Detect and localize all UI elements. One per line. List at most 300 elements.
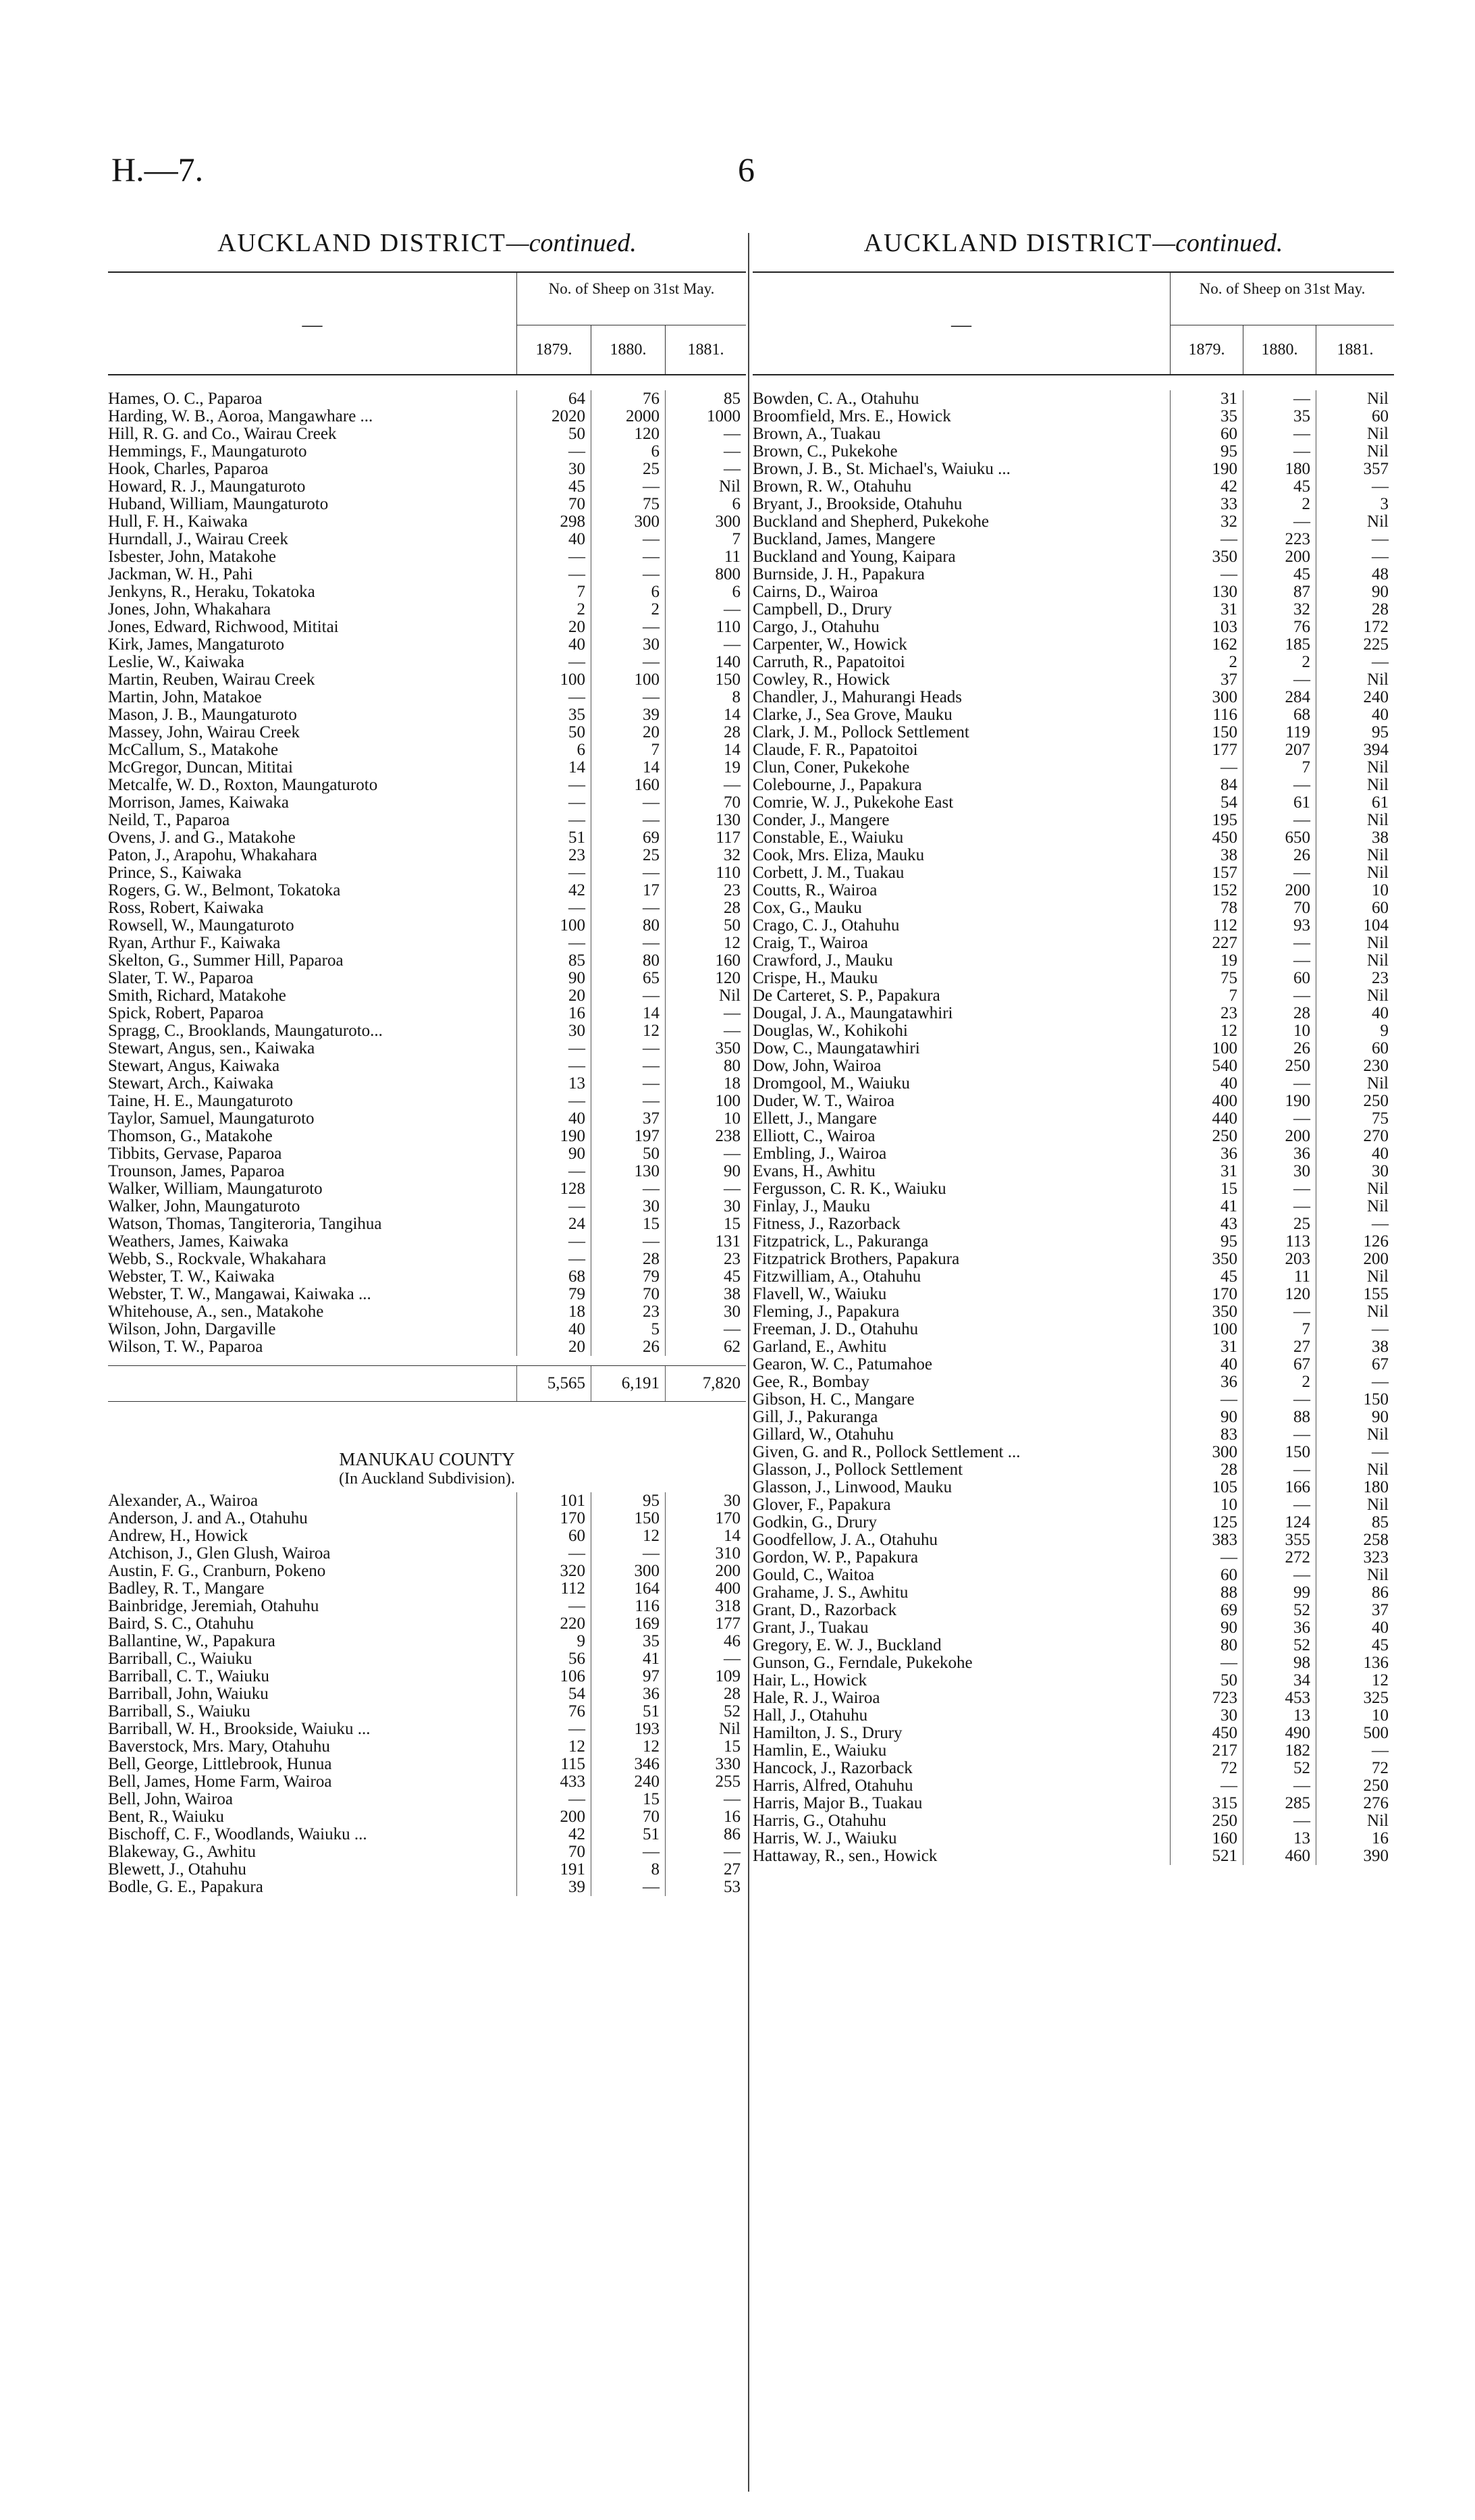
- right-cell-name: Goodfellow, J. A., Otahuhu: [753, 1531, 938, 1549]
- right-cell-1879: —: [1170, 1391, 1243, 1409]
- manukau-cell-1879: 200: [516, 1808, 591, 1826]
- left-cell-1879: 18: [516, 1303, 591, 1321]
- manukau-row: [108, 1843, 746, 1861]
- right-cell-1880: —: [1243, 390, 1316, 408]
- right-cell-1879: 41: [1170, 1198, 1243, 1215]
- manukau-cell-name: Austin, F. G., Cranburn, Pokeno: [108, 1563, 326, 1580]
- right-row: [753, 1830, 1394, 1847]
- right-cell-1879: 54: [1170, 794, 1243, 812]
- left-cell-1881: 14: [665, 741, 746, 759]
- left-cell-1879: 100: [516, 671, 591, 689]
- right-cell-1881: 136: [1316, 1654, 1394, 1672]
- left-cell-1881: 110: [665, 619, 746, 636]
- right-row: [753, 1057, 1394, 1075]
- left-row: [108, 1075, 746, 1093]
- manukau-cell-1881: 255: [665, 1773, 746, 1791]
- right-cell-name: Fergusson, C. R. K., Waiuku: [753, 1180, 946, 1198]
- right-row: [753, 864, 1394, 882]
- left-cell-1880: —: [591, 1180, 665, 1198]
- manukau-row: [108, 1492, 746, 1510]
- manukau-row: [108, 1703, 746, 1721]
- right-cell-name: Crispe, H., Mauku: [753, 970, 878, 987]
- left-cell-1879: —: [516, 794, 591, 812]
- left-row: [108, 689, 746, 706]
- right-cell-name: Brown, C., Pukekohe: [753, 443, 898, 461]
- left-cell-1881: 23: [665, 882, 746, 899]
- right-cell-1881: 240: [1316, 689, 1394, 706]
- right-cell-name: Brown, J. B., St. Michael's, Waiuku ...: [753, 461, 1011, 478]
- right-cell-1881: Nil: [1316, 812, 1394, 829]
- left-cell-1879: —: [516, 654, 591, 671]
- right-cell-1881: Nil: [1316, 1303, 1394, 1321]
- left-row: [108, 970, 746, 987]
- right-cell-1881: —: [1316, 478, 1394, 496]
- manukau-row: [108, 1510, 746, 1527]
- right-cell-1879: 400: [1170, 1093, 1243, 1110]
- manukau-row: [108, 1685, 746, 1703]
- right-cell-1880: 2: [1243, 654, 1316, 671]
- right-cell-name: Harris, Major B., Tuakau: [753, 1795, 923, 1812]
- manukau-cell-1879: 115: [516, 1756, 591, 1773]
- left-cell-1880: 130: [591, 1163, 665, 1180]
- manukau-cell-1880: —: [591, 1545, 665, 1563]
- left-cell-1880: 12: [591, 1022, 665, 1040]
- right-row: [753, 935, 1394, 952]
- right-cell-1881: 500: [1316, 1725, 1394, 1742]
- manukau-row: [108, 1545, 746, 1563]
- left-row: [108, 741, 746, 759]
- left-cell-1881: —: [665, 777, 746, 794]
- right-row: [753, 1777, 1394, 1795]
- right-year-1879: 1879.: [1170, 325, 1243, 374]
- right-cell-name: Dromgool, M., Waiuku: [753, 1075, 910, 1093]
- right-cell-1879: 383: [1170, 1531, 1243, 1549]
- left-row: [108, 1338, 746, 1356]
- manukau-cell-name: Barriball, C. T., Waiuku: [108, 1668, 269, 1685]
- right-cell-1881: 10: [1316, 1707, 1394, 1725]
- right-cell-1879: 90: [1170, 1619, 1243, 1637]
- manukau-cell-1879: 70: [516, 1843, 591, 1861]
- right-cell-1879: 350: [1170, 1303, 1243, 1321]
- right-cell-1880: 34: [1243, 1672, 1316, 1689]
- right-cell-1881: Nil: [1316, 1268, 1394, 1286]
- right-cell-1880: 27: [1243, 1338, 1316, 1356]
- left-cell-1881: 1000: [665, 408, 746, 425]
- right-cell-1879: 521: [1170, 1847, 1243, 1865]
- right-row: [753, 1584, 1394, 1602]
- right-cell-1880: 272: [1243, 1549, 1316, 1567]
- left-rows-manukau: [108, 1492, 746, 1896]
- left-cell-1880: 65: [591, 970, 665, 987]
- right-cell-1880: 2: [1243, 496, 1316, 513]
- left-cell-1881: 8: [665, 689, 746, 706]
- right-row: [753, 636, 1394, 654]
- right-row: [753, 1461, 1394, 1479]
- right-cell-1881: 90: [1316, 583, 1394, 601]
- right-cell-1880: 2: [1243, 1373, 1316, 1391]
- right-cell-1881: 60: [1316, 408, 1394, 425]
- left-cell-name: Metcalfe, W. D., Roxton, Maungaturoto: [108, 777, 378, 794]
- right-row: [753, 443, 1394, 461]
- left-cell-name: Kirk, James, Mangaturoto: [108, 636, 285, 654]
- right-cell-1879: 7: [1170, 987, 1243, 1005]
- right-cell-1880: —: [1243, 1110, 1316, 1128]
- right-cell-1881: 323: [1316, 1549, 1394, 1567]
- left-year-1880: 1880.: [591, 325, 665, 374]
- left-table-header: [108, 271, 746, 375]
- manukau-cell-1879: 76: [516, 1703, 591, 1721]
- left-row: [108, 952, 746, 970]
- right-cell-1880: —: [1243, 443, 1316, 461]
- left-cell-1881: —: [665, 443, 746, 461]
- left-row: [108, 496, 746, 513]
- manukau-cell-1880: 51: [591, 1703, 665, 1721]
- left-row: [108, 566, 746, 583]
- right-cell-1880: 76: [1243, 619, 1316, 636]
- right-row: [753, 1180, 1394, 1198]
- right-cell-1881: Nil: [1316, 1812, 1394, 1830]
- right-cell-1881: 40: [1316, 1005, 1394, 1022]
- right-cell-1879: 105: [1170, 1479, 1243, 1496]
- right-cell-1879: 450: [1170, 1725, 1243, 1742]
- left-cell-1880: —: [591, 1040, 665, 1057]
- right-cell-1881: Nil: [1316, 759, 1394, 777]
- left-cell-1881: —: [665, 636, 746, 654]
- left-cell-1880: —: [591, 864, 665, 882]
- right-row: [753, 425, 1394, 443]
- manukau-cell-1879: 9: [516, 1633, 591, 1650]
- right-cell-name: Hair, L., Howick: [753, 1672, 867, 1689]
- left-cell-1879: 20: [516, 1338, 591, 1356]
- left-cell-1881: 30: [665, 1198, 746, 1215]
- manukau-cell-1879: 106: [516, 1668, 591, 1685]
- right-cell-1881: Nil: [1316, 864, 1394, 882]
- right-cell-1880: 45: [1243, 566, 1316, 583]
- left-cell-1881: 15: [665, 1215, 746, 1233]
- right-row: [753, 1110, 1394, 1128]
- manukau-cell-1879: 39: [516, 1879, 591, 1896]
- right-cell-1879: 116: [1170, 706, 1243, 724]
- right-cell-name: Gill, J., Pakuranga: [753, 1409, 878, 1426]
- right-cell-1880: 52: [1243, 1760, 1316, 1777]
- right-cell-1879: 190: [1170, 461, 1243, 478]
- right-cell-1880: —: [1243, 425, 1316, 443]
- right-cell-1880: 10: [1243, 1022, 1316, 1040]
- left-cell-1881: 800: [665, 566, 746, 583]
- right-cell-name: Comrie, W. J., Pukekohe East: [753, 794, 954, 812]
- left-row: [108, 724, 746, 741]
- manukau-cell-name: Baird, S. C., Otahuhu: [108, 1615, 254, 1633]
- left-row: [108, 1128, 746, 1145]
- right-cell-name: Fitzpatrick Brothers, Papakura: [753, 1251, 960, 1268]
- manukau-cell-1879: —: [516, 1791, 591, 1808]
- right-cell-1881: 104: [1316, 917, 1394, 935]
- manukau-cell-name: Alexander, A., Wairoa: [108, 1492, 259, 1510]
- left-cell-1879: 16: [516, 1005, 591, 1022]
- right-cell-1879: 162: [1170, 636, 1243, 654]
- left-cell-name: Wilson, John, Dargaville: [108, 1321, 276, 1338]
- right-row: [753, 952, 1394, 970]
- right-cell-1880: —: [1243, 1075, 1316, 1093]
- right-cell-1880: 207: [1243, 741, 1316, 759]
- right-cell-1881: 23: [1316, 970, 1394, 987]
- right-year-1880: 1880.: [1243, 325, 1316, 374]
- left-cell-1879: 40: [516, 636, 591, 654]
- right-row: [753, 1233, 1394, 1251]
- left-cell-1881: 12: [665, 935, 746, 952]
- manukau-cell-name: Bischoff, C. F., Woodlands, Waiuku ...: [108, 1826, 367, 1843]
- right-cell-name: Godkin, G., Drury: [753, 1514, 878, 1531]
- right-cell-name: Hancock, J., Razorback: [753, 1760, 913, 1777]
- right-row: [753, 706, 1394, 724]
- left-row: [108, 1321, 746, 1338]
- right-row: [753, 390, 1394, 408]
- left-cell-1880: 25: [591, 847, 665, 864]
- right-cell-1880: 45: [1243, 478, 1316, 496]
- right-rows: [753, 390, 1394, 1865]
- right-row: [753, 1373, 1394, 1391]
- manukau-cell-1880: 150: [591, 1510, 665, 1527]
- right-cell-1881: Nil: [1316, 425, 1394, 443]
- left-cell-1881: 120: [665, 970, 746, 987]
- right-cell-name: Freeman, J. D., Otahuhu: [753, 1321, 919, 1338]
- right-name-header: —: [951, 313, 971, 336]
- right-cell-1880: 52: [1243, 1602, 1316, 1619]
- right-cell-1880: —: [1243, 812, 1316, 829]
- right-row: [753, 1198, 1394, 1215]
- left-cell-1881: 10: [665, 1110, 746, 1128]
- right-cell-1880: —: [1243, 1461, 1316, 1479]
- left-cell-name: Paton, J., Arapohu, Whakahara: [108, 847, 317, 864]
- right-cell-1881: 250: [1316, 1777, 1394, 1795]
- manukau-cell-1880: 51: [591, 1826, 665, 1843]
- right-cell-name: Hattaway, R., sen., Howick: [753, 1847, 938, 1865]
- left-row: [108, 829, 746, 847]
- right-row: [753, 882, 1394, 899]
- manukau-cell-1881: 15: [665, 1738, 746, 1756]
- manukau-cell-1880: 169: [591, 1615, 665, 1633]
- right-cell-name: De Carteret, S. P., Papakura: [753, 987, 940, 1005]
- right-cell-name: Cargo, J., Otahuhu: [753, 619, 880, 636]
- right-cell-1881: Nil: [1316, 847, 1394, 864]
- right-cell-1879: 31: [1170, 390, 1243, 408]
- right-cell-1880: 98: [1243, 1654, 1316, 1672]
- manukau-cell-name: Bell, George, Littlebrook, Hunua: [108, 1756, 332, 1773]
- manukau-cell-1881: 330: [665, 1756, 746, 1773]
- right-cell-1880: —: [1243, 1198, 1316, 1215]
- left-row: [108, 1198, 746, 1215]
- left-cell-1880: 23: [591, 1303, 665, 1321]
- left-cell-1880: 20: [591, 724, 665, 741]
- right-cell-name: Hamlin, E., Waiuku: [753, 1742, 887, 1760]
- right-cell-1879: 157: [1170, 864, 1243, 882]
- left-cell-1880: —: [591, 1057, 665, 1075]
- left-row: [108, 1303, 746, 1321]
- right-cell-1881: Nil: [1316, 671, 1394, 689]
- left-cell-name: Rowsell, W., Maungaturoto: [108, 917, 294, 935]
- right-row: [753, 513, 1394, 531]
- left-name-header: —: [302, 313, 323, 336]
- left-cell-1879: —: [516, 777, 591, 794]
- left-cell-1879: 30: [516, 461, 591, 478]
- right-cell-1879: 300: [1170, 1444, 1243, 1461]
- left-row: [108, 882, 746, 899]
- manukau-cell-name: Bent, R., Waiuku: [108, 1808, 224, 1826]
- right-cell-1879: 250: [1170, 1812, 1243, 1830]
- right-cell-1880: 30: [1243, 1163, 1316, 1180]
- right-cell-1881: Nil: [1316, 390, 1394, 408]
- left-cell-name: Weathers, James, Kaiwaka: [108, 1233, 289, 1251]
- right-row: [753, 1689, 1394, 1707]
- right-cell-name: Claude, F. R., Papatoitoi: [753, 741, 918, 759]
- right-row: [753, 601, 1394, 619]
- manukau-cell-1879: 320: [516, 1563, 591, 1580]
- left-cell-1879: 35: [516, 706, 591, 724]
- right-title-text: AUCKLAND DISTRICT: [863, 229, 1153, 257]
- left-row: [108, 759, 746, 777]
- right-row: [753, 1128, 1394, 1145]
- manukau-cell-1879: 12: [516, 1738, 591, 1756]
- right-row: [753, 548, 1394, 566]
- right-cell-name: Carruth, R., Papatoitoi: [753, 654, 905, 671]
- manukau-row: [108, 1861, 746, 1879]
- left-row: [108, 794, 746, 812]
- right-cell-1881: 3: [1316, 496, 1394, 513]
- left-cell-1881: 62: [665, 1338, 746, 1356]
- manukau-row: [108, 1598, 746, 1615]
- left-cell-1879: —: [516, 1093, 591, 1110]
- left-row: [108, 1215, 746, 1233]
- manukau-cell-name: Atchison, J., Glen Glush, Wairoa: [108, 1545, 331, 1563]
- right-cell-1880: 25: [1243, 1215, 1316, 1233]
- right-cell-1881: 90: [1316, 1409, 1394, 1426]
- left-cell-1880: 160: [591, 777, 665, 794]
- right-cell-1881: 200: [1316, 1251, 1394, 1268]
- left-cell-1879: 190: [516, 1128, 591, 1145]
- manukau-cell-1881: 177: [665, 1615, 746, 1633]
- manukau-cell-name: Bainbridge, Jeremiah, Otahuhu: [108, 1598, 319, 1615]
- left-cell-1880: —: [591, 478, 665, 496]
- right-cell-1880: 355: [1243, 1531, 1316, 1549]
- left-cell-name: Harding, W. B., Aoroa, Mangawhare ...: [108, 408, 373, 425]
- left-cell-name: Skelton, G., Summer Hill, Paparoa: [108, 952, 344, 970]
- left-row: [108, 548, 746, 566]
- right-cell-1879: 177: [1170, 741, 1243, 759]
- right-cell-1881: 12: [1316, 1672, 1394, 1689]
- left-cell-name: Hull, F. H., Kaiwaka: [108, 513, 248, 531]
- right-cell-name: Corbett, J. M., Tuakau: [753, 864, 905, 882]
- right-cell-name: Colebourne, J., Papakura: [753, 777, 922, 794]
- right-cell-1881: Nil: [1316, 952, 1394, 970]
- right-cell-1880: —: [1243, 1391, 1316, 1409]
- right-cell-1880: 26: [1243, 1040, 1316, 1057]
- right-cell-1879: 227: [1170, 935, 1243, 952]
- left-cell-name: Ryan, Arthur F., Kaiwaka: [108, 935, 281, 952]
- right-cell-1879: 103: [1170, 619, 1243, 636]
- left-row: [108, 917, 746, 935]
- right-cell-name: Constable, E., Waiuku: [753, 829, 904, 847]
- right-row: [753, 1444, 1394, 1461]
- left-cell-1879: 64: [516, 390, 591, 408]
- column-divider: [748, 233, 749, 2492]
- right-cell-1879: 33: [1170, 496, 1243, 513]
- right-cell-1879: 36: [1170, 1373, 1243, 1391]
- manukau-cell-1881: 109: [665, 1668, 746, 1685]
- left-cell-1879: 14: [516, 759, 591, 777]
- right-cell-1880: 28: [1243, 1005, 1316, 1022]
- left-cell-1881: 131: [665, 1233, 746, 1251]
- manukau-cell-name: Barriball, W. H., Brookside, Waiuku ...: [108, 1721, 371, 1738]
- right-cell-1880: —: [1243, 671, 1316, 689]
- right-row: [753, 1760, 1394, 1777]
- right-row: [753, 1075, 1394, 1093]
- left-total-1880: 6,191: [591, 1366, 665, 1401]
- right-cell-1879: 37: [1170, 671, 1243, 689]
- left-cell-1881: 150: [665, 671, 746, 689]
- left-cell-1879: —: [516, 689, 591, 706]
- right-cell-1880: 93: [1243, 917, 1316, 935]
- left-cell-name: Wilson, T. W., Paparoa: [108, 1338, 263, 1356]
- manukau-cell-1879: 433: [516, 1773, 591, 1791]
- right-row: [753, 619, 1394, 636]
- manukau-cell-1880: 8: [591, 1861, 665, 1879]
- right-row: [753, 1040, 1394, 1057]
- left-cell-name: Stewart, Angus, sen., Kaiwaka: [108, 1040, 315, 1057]
- right-cell-1881: 9: [1316, 1022, 1394, 1040]
- left-cell-1880: 30: [591, 636, 665, 654]
- right-cell-1880: 203: [1243, 1251, 1316, 1268]
- left-cell-1879: —: [516, 1163, 591, 1180]
- left-cell-1879: —: [516, 566, 591, 583]
- left-cell-1881: —: [665, 1321, 746, 1338]
- right-cell-1881: 155: [1316, 1286, 1394, 1303]
- right-cell-name: Cowley, R., Howick: [753, 671, 890, 689]
- left-cell-1881: —: [665, 601, 746, 619]
- right-cell-1880: 87: [1243, 583, 1316, 601]
- right-cell-1881: 180: [1316, 1479, 1394, 1496]
- manukau-cell-name: Baverstock, Mrs. Mary, Otahuhu: [108, 1738, 330, 1756]
- right-cell-1880: —: [1243, 513, 1316, 531]
- manukau-cell-name: Barriball, C., Waiuku: [108, 1650, 252, 1668]
- right-cell-1879: —: [1170, 1549, 1243, 1567]
- right-cell-1880: 200: [1243, 548, 1316, 566]
- right-cell-1881: 225: [1316, 636, 1394, 654]
- left-row: [108, 864, 746, 882]
- manukau-cell-1881: 28: [665, 1685, 746, 1703]
- left-cell-1880: 26: [591, 1338, 665, 1356]
- right-row: [753, 1496, 1394, 1514]
- left-cell-1881: 32: [665, 847, 746, 864]
- left-cell-1879: 51: [516, 829, 591, 847]
- right-cell-1880: —: [1243, 777, 1316, 794]
- left-cell-1881: 160: [665, 952, 746, 970]
- left-row: [108, 899, 746, 917]
- left-cell-1880: —: [591, 654, 665, 671]
- left-cell-name: Jones, John, Whakahara: [108, 601, 271, 619]
- right-cell-1881: 40: [1316, 706, 1394, 724]
- manukau-cell-1879: 56: [516, 1650, 591, 1668]
- left-row: [108, 847, 746, 864]
- left-cell-1880: —: [591, 812, 665, 829]
- right-cell-1879: 170: [1170, 1286, 1243, 1303]
- left-cell-name: Morrison, James, Kaiwaka: [108, 794, 289, 812]
- right-cell-1881: 172: [1316, 619, 1394, 636]
- page-number: 6: [738, 151, 755, 188]
- right-cell-1879: 95: [1170, 443, 1243, 461]
- manukau-row: [108, 1808, 746, 1826]
- right-row: [753, 1514, 1394, 1531]
- right-row: [753, 531, 1394, 548]
